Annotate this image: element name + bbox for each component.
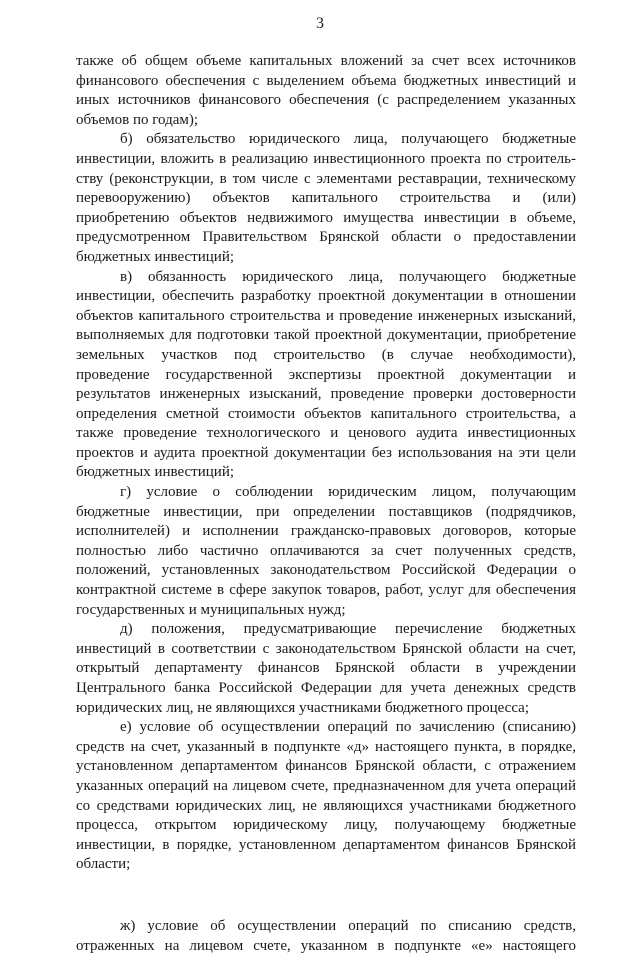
paragraph-line: предусмотренном Правительством Брянской области о предоставлении xyxy=(76,229,576,246)
paragraph-p-v xyxy=(76,268,576,484)
paragraph-p-e xyxy=(76,718,576,875)
paragraph-line: инвестиции, вложить в реализацию инвестиционного проекта по строитель- xyxy=(76,150,576,167)
page-number: 3 xyxy=(316,15,324,32)
paragraph-line: ж) условие об осуществлении операций по списанию средств, xyxy=(120,917,576,934)
paragraph-line: д) положения, предусматривающие перечисление бюджетных xyxy=(120,621,576,638)
paragraph-line: бюджетные инвестиции, при определении поставщиков (подрядчиков, xyxy=(76,503,576,520)
paragraph-line: Центрального банка Российской Федерации для учета денежных средств xyxy=(76,680,576,696)
document-body xyxy=(76,52,576,956)
paragraph-line: юридических лиц, не являющихся участниками бюджетного процесса; xyxy=(76,699,530,716)
paragraph-line: проведение государственной экспертизы проектной документации и xyxy=(76,366,576,383)
paragraph-p-zh xyxy=(76,917,576,956)
paragraph-gap xyxy=(76,875,576,917)
paragraph-line: положений, установленных законодательством Российской Федерации о xyxy=(76,562,576,579)
paragraph-line: бюджетных инвестиций; xyxy=(76,248,235,265)
paragraph-line: проектов и аудита проектной документации без использования на эти цели xyxy=(76,444,576,461)
paragraph-line: объектов капитального строительства и проведение инженерных изысканий, xyxy=(76,307,576,324)
paragraph-line: инвестиции, обеспечить разработку проектной документации в отношении xyxy=(76,288,576,305)
paragraph-line: контрактной системе в сфере закупок товаров, работ, услуг для обеспечения xyxy=(76,582,576,599)
paragraph-line: инвестиции, в порядке, установленном департаментом финансов Брянской xyxy=(76,836,576,853)
paragraph-line: также проведение технологического и ценового аудита инвестиционных xyxy=(76,425,576,442)
paragraph-line: определения сметной стоимости объектов капитального строительства, а xyxy=(76,405,576,422)
paragraph-line: инвестиций в соответствии с законодательством Брянской области на счет, xyxy=(76,640,576,657)
paragraph-line: полностью либо частично оплачиваются за счет полученных средств, xyxy=(76,542,576,559)
paragraph-line: указанных операций на лицевом счете, предназначенном для учета операций xyxy=(76,777,576,794)
paragraph-line: государственных и муниципальных нужд; xyxy=(76,601,346,618)
paragraph-line: средств на счет, указанный в подпункте «д» настоящего пункта, в порядке, xyxy=(76,738,576,755)
paragraph-p-g xyxy=(76,483,576,620)
paragraph-line: со средствами юридических лиц, не являющихся участниками бюджетного xyxy=(76,797,576,814)
paragraph-line: области; xyxy=(76,856,131,873)
paragraph-line: перевооружению) объектов капитального строительства и (или) xyxy=(76,190,576,207)
paragraph-line: иных источников финансового обеспечения (с распределением указанных xyxy=(76,92,576,109)
paragraph-line: финансового обеспечения с выделением объема бюджетных инвестиций и xyxy=(76,72,576,89)
paragraph-line: бюджетных инвестиций; xyxy=(76,464,235,481)
paragraph-line: отраженных на лицевом счете, указанном в подпункте «е» настоящего xyxy=(76,937,576,954)
paragraph-line: б) обязательство юридического лица, получающего бюджетные xyxy=(120,131,576,148)
paragraph-line: открытый департаменту финансов Брянской области в учреждении xyxy=(76,660,576,677)
paragraph-line: процесса, открытом юридическому лицу, получающему бюджетные xyxy=(76,817,576,834)
paragraph-line: в) обязанность юридического лица, получающего бюджетные xyxy=(120,268,576,285)
paragraph-line: исполнителей) и исполнении гражданско-правовых договоров, которые xyxy=(76,523,576,540)
paragraph-p-d xyxy=(76,620,576,718)
paragraph-line: результатов инженерных изысканий, проведение проверки достоверности xyxy=(76,386,576,403)
paragraph-line: е) условие об осуществлении операций по зачислению (списанию) xyxy=(120,719,576,736)
paragraph-p0 xyxy=(76,52,576,130)
paragraph-line: выполняемых для подготовки такой проектной документации, приобретение xyxy=(76,327,576,344)
paragraph-line: г) условие о соблюдении юридическим лицом, получающим xyxy=(120,484,576,501)
paragraph-line: установленном департаментом финансов Брянской области, с отражением xyxy=(76,758,576,775)
paragraph-line: ству (реконструкции, в том числе с элементами реставрации, техническому xyxy=(76,170,576,187)
paragraph-line: земельных участков под строительство (в случае необходимости), xyxy=(76,346,576,363)
paragraph-p-b xyxy=(76,130,576,267)
paragraph-line: также об общем объеме капитальных вложений за счет всех источников xyxy=(76,53,576,69)
paragraph-line: объемов по годам); xyxy=(76,111,199,128)
paragraph-line: приобретению объектов недвижимого имущества инвестиции в объеме, xyxy=(76,209,576,226)
